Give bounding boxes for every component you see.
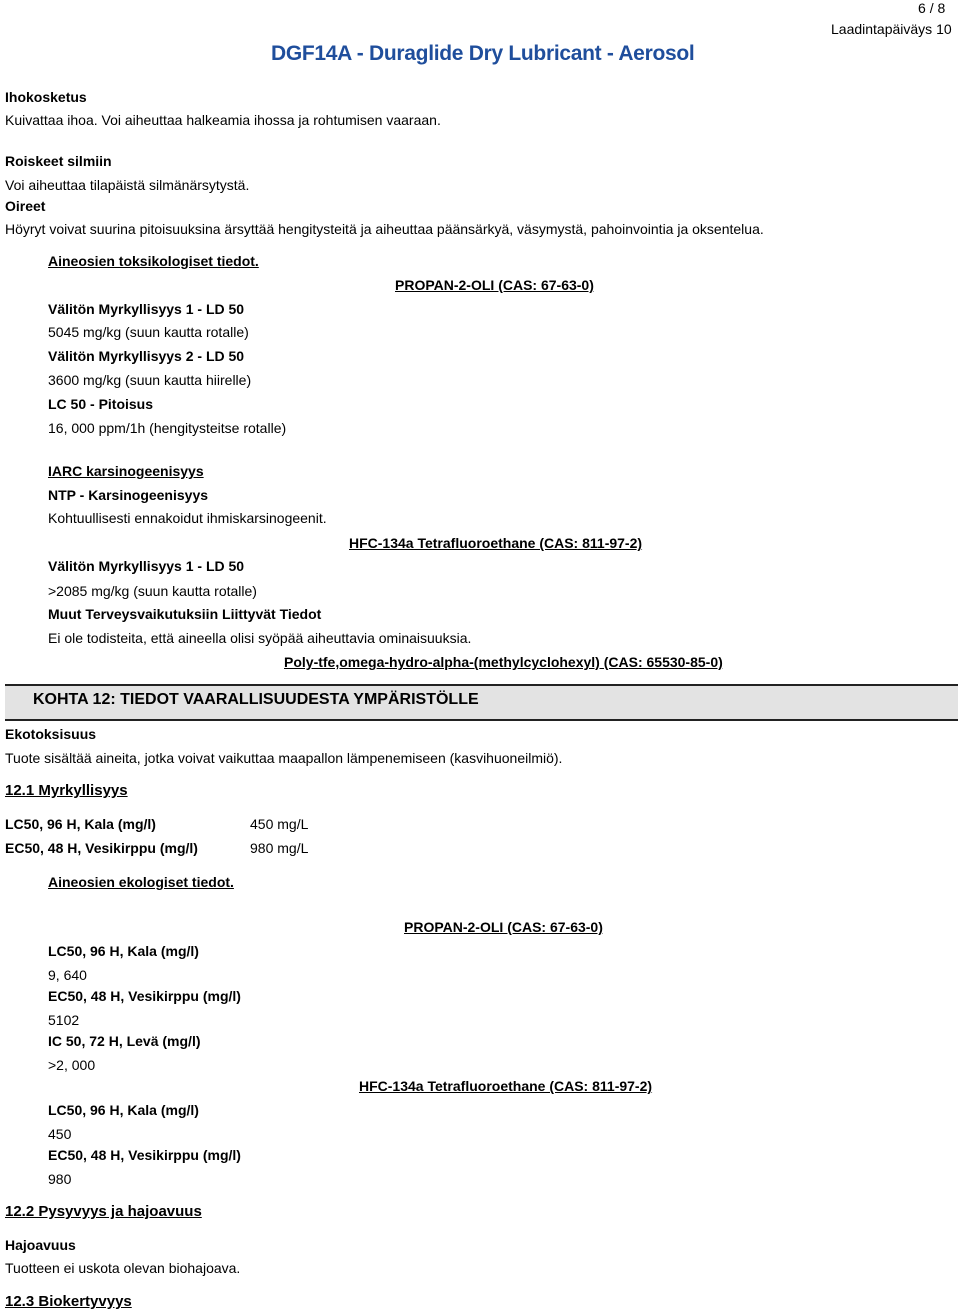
ntp-value: Kohtuullisesti ennakoidut ihmiskarsinogeenit. [48, 510, 327, 526]
eco-hfc-label-2: EC50, 48 H, Vesikirppu (mg/l) [48, 1147, 241, 1163]
eco-propan-label-1: LC50, 96 H, Kala (mg/l) [48, 943, 199, 959]
eco-hfc-value-2: 980 [48, 1171, 72, 1187]
heading-12-2: 12.2 Pysyvyys ja hajoavuus [5, 1203, 202, 1220]
symptoms-text: Höyryt voivat suurina pitoisuuksina ärsyttää hengitysteitä ja aiheuttaa päänsärkyä, väsymystä, pahoinvointia ja oksentelua. [5, 221, 764, 237]
revision-value: 10 [936, 21, 952, 37]
eco-propan-value-1: 9, 640 [48, 967, 87, 983]
tox-hfc-label-2: Muut Terveysvaikutuksiin Liittyvät Tiedot [48, 606, 322, 622]
section-12-header [5, 684, 958, 721]
tox-row-label: LC50, 96 H, Kala (mg/l) [5, 816, 156, 832]
ecotoxicity-heading: Ekotoksisuus [5, 726, 97, 742]
iarc-heading: IARC karsinogeenisyys [48, 463, 204, 479]
tox-row-label: EC50, 48 H, Vesikirppu (mg/l) [5, 840, 198, 856]
tox-hfc-value-2: Ei ole todisteita, että aineella olisi syöpää aiheuttavia ominaisuuksia. [48, 630, 472, 646]
heading-12-1: 12.1 Myrkyllisyys [5, 782, 128, 799]
tox-propan-label-1: Välitön Myrkyllisyys 1 - LD 50 [48, 301, 245, 317]
eco-hfc-value-1: 450 [48, 1126, 72, 1142]
symptoms-heading: Oireet [5, 198, 46, 214]
revision-label: Laadintapäiväys [831, 21, 933, 37]
tox-propan-value-2: 3600 mg/kg (suun kautta hiirelle) [48, 372, 252, 388]
tox-propan-value-3: 16, 000 ppm/1h (hengitysteitse rotalle) [48, 420, 287, 436]
tox-propan-label-3: LC 50 - Pitoisus [48, 396, 154, 412]
tox-components-heading: Aineosien toksikologiset tiedot. [48, 253, 259, 269]
eye-contact-heading: Roiskeet silmiin [5, 153, 112, 169]
eco-propan-label-3: IC 50, 72 H, Levä (mg/l) [48, 1033, 201, 1049]
degradability-text: Tuotteen ei uskota olevan biohajoava. [5, 1260, 241, 1276]
tox-propan-name: PROPAN-2-OLI (CAS: 67-63-0) [395, 277, 594, 293]
tox-propan-value-1: 5045 mg/kg (suun kautta rotalle) [48, 324, 249, 340]
eye-contact-text: Voi aiheuttaa tilapäistä silmänärsytystä. [5, 177, 250, 193]
eco-hfc-name: HFC-134a Tetrafluoroethane (CAS: 811-97-2) [359, 1078, 653, 1094]
skin-contact-text: Kuivattaa ihoa. Voi aiheuttaa halkeamia ihossa ja rohtumisen vaaraan. [5, 112, 441, 128]
eco-propan-label-2: EC50, 48 H, Vesikirppu (mg/l) [48, 988, 241, 1004]
document-title: DGF14A - Duraglide Dry Lubricant - Aerosol [271, 42, 695, 65]
tox-hfc-name: HFC-134a Tetrafluoroethane (CAS: 811-97-2) [349, 535, 643, 551]
tox-row-value: 980 mg/L [250, 840, 309, 856]
heading-12-3: 12.3 Biokertyvyys [5, 1293, 132, 1310]
ntp-heading: NTP - Karsinogeenisyys [48, 487, 209, 503]
eco-propan-name: PROPAN-2-OLI (CAS: 67-63-0) [404, 919, 603, 935]
eco-hfc-label-1: LC50, 96 H, Kala (mg/l) [48, 1102, 199, 1118]
eco-propan-value-2: 5102 [48, 1012, 80, 1028]
revision-date [831, 21, 952, 37]
page-number [918, 0, 945, 16]
tox-hfc-label-1: Välitön Myrkyllisyys 1 - LD 50 [48, 558, 245, 574]
degradability-heading: Hajoavuus [5, 1237, 76, 1253]
tox-propan-label-2: Välitön Myrkyllisyys 2 - LD 50 [48, 348, 245, 364]
eco-components-heading: Aineosien ekologiset tiedot. [48, 874, 234, 890]
skin-contact-heading: Ihokosketus [5, 89, 87, 105]
section-12-title: KOHTA 12: TIEDOT VAARALLISUUDESTA YMPÄRISTÖLLE [33, 691, 479, 708]
tox-row-value: 450 mg/L [250, 816, 309, 832]
page-total: 8 [937, 0, 946, 16]
eco-propan-value-3: >2, 000 [48, 1057, 96, 1073]
page-separator: / [929, 0, 934, 16]
tox-poly-name: Poly-tfe,omega-hydro-alpha-(methylcyclohexyl) (CAS: 65530-85-0) [284, 654, 723, 670]
ecotoxicity-text: Tuote sisältää aineita, jotka voivat vaikuttaa maapallon lämpenemiseen (kasvihuoneilmiö). [5, 750, 563, 766]
tox-hfc-value-1: >2085 mg/kg (suun kautta rotalle) [48, 583, 257, 599]
page-current: 6 [918, 0, 926, 16]
